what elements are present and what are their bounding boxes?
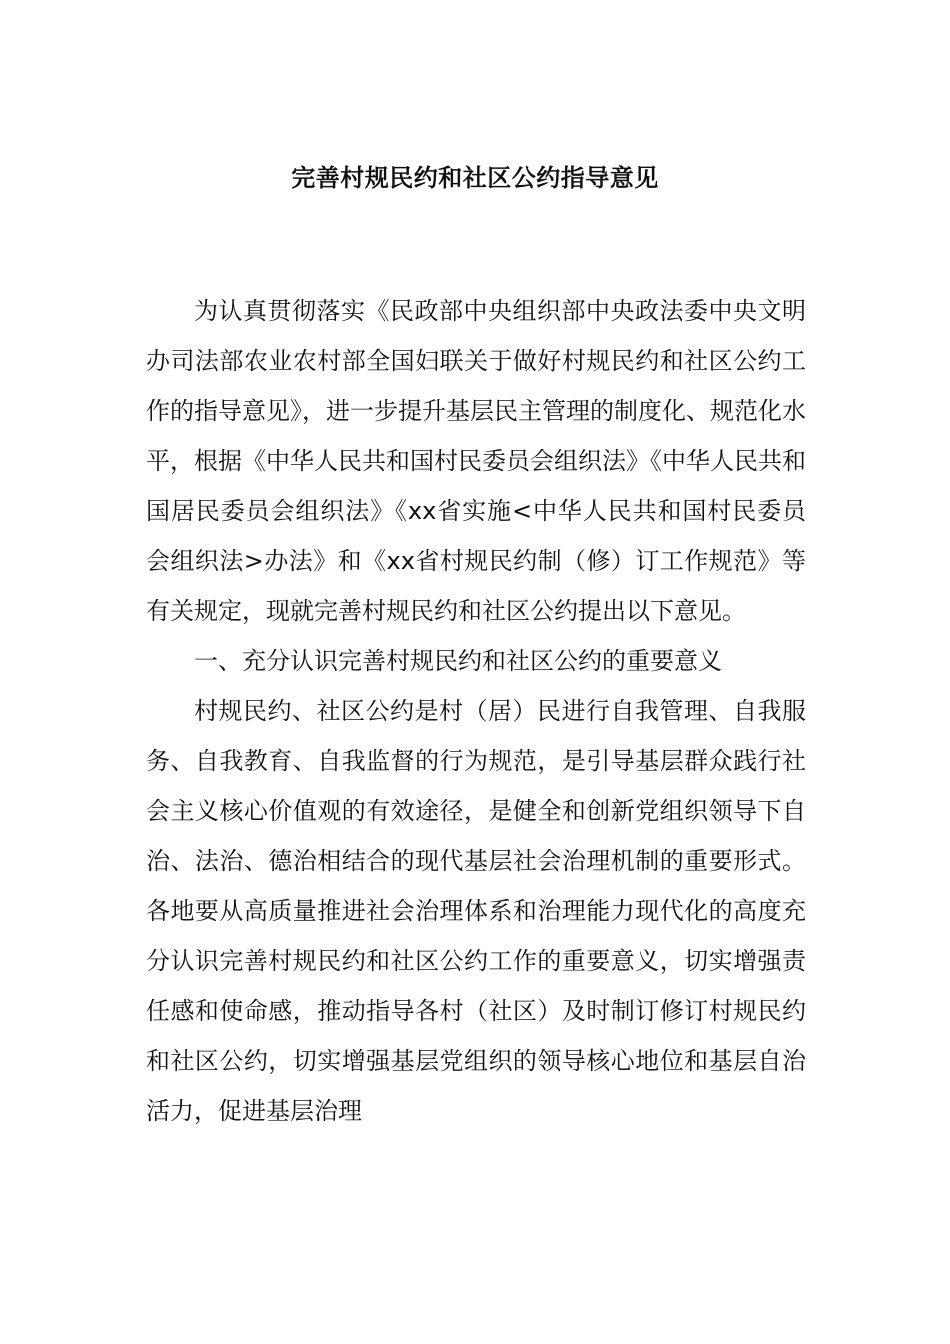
document-body: [146, 286, 806, 1136]
section-paragraph: 村规民约、社区公约是村（居）民进行自我管理、自我服务、自我教育、自我监督的行为规范，是引导基层群众践行社会主义核心价值观的有效途径，是健全和创新党组织领导下自治、法治、德治相结合的现代基层社会治理机制的重要形式。各地要从高质量推进社会治理体系和治理能力现代化的高度充分认识完善村规民约和社区公约工作的重要意义，切实增强责任感和使命感，推动指导各村（社区）及时制订修订村规民约和社区公约，切实增强基层党组织的领导核心地位和基层自治活力，促进基层治理: [146, 697, 806, 1125]
document-title: 完善村规民约和社区公约指导意见: [291, 164, 659, 192]
intro-paragraph: 为认真贯彻落实《民政部中央组织部中央政法委中央文明办司法部农业农村部全国妇联关于做好村规民约和社区公约工作的指导意见》，进一步提升基层民主管理的制度化、规范化水平，根据《中华人民共和国村民委员会组织法》《中华人民共和国居民委员会组织法》《xx省实施<中华人民共和国村民委员会组织法>办法》和《xx省村规民约制（修）订工作规范》等有关规定，现就完善村规民约和社区公约提出以下意见。: [146, 297, 806, 625]
section-heading: 一、充分认识完善村规民约和社区公约的重要意义: [194, 647, 722, 675]
